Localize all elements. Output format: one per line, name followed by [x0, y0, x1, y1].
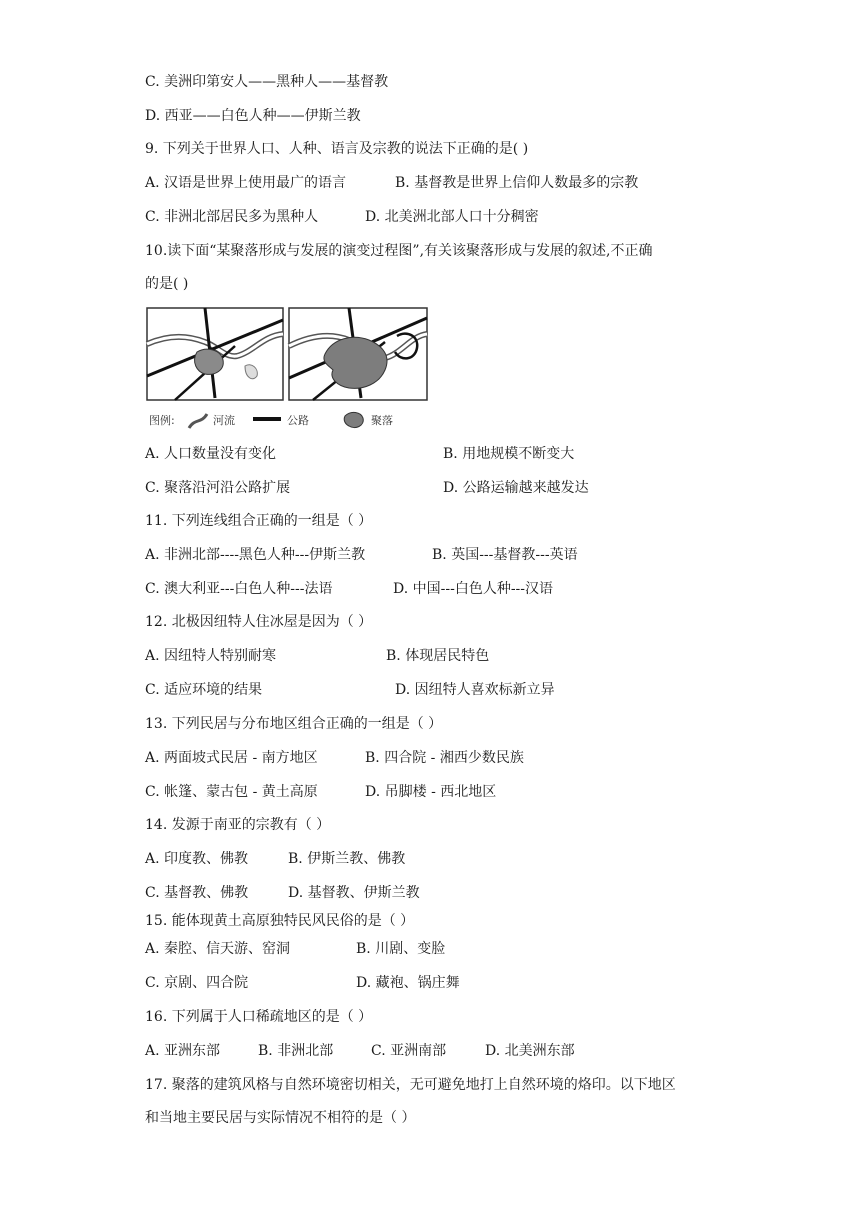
q17-stem-line2: 和当地主要民居与实际情况不相符的是（ ）: [145, 1110, 416, 1126]
q16-option-c: C. 亚洲南部: [371, 1043, 447, 1059]
q16-stem: 16. 下列属于人口稀疏地区的是（ ）: [145, 1009, 373, 1025]
q11-option-c: C. 澳大利亚---白色人种---法语: [145, 581, 333, 597]
q12-option-a: A. 因纽特人特别耐寒: [145, 648, 277, 664]
settlement-legend-icon: [344, 412, 363, 427]
q10-option-d: D. 公路运输越来越发达: [443, 480, 589, 496]
settlement-evolution-map: [145, 306, 430, 432]
legend-settlement: 聚落: [371, 414, 393, 427]
map-panel-early: [147, 308, 283, 400]
q14-option-d: D. 基督教、伊斯兰教: [288, 885, 420, 901]
q9-option-a: A. 汉语是世界上使用最广的语言: [145, 175, 347, 191]
q16-option-b: B. 非洲北部: [258, 1043, 334, 1059]
q15-option-d: D. 藏袍、锅庄舞: [356, 975, 460, 991]
q16-option-d: D. 北美洲东部: [485, 1043, 575, 1059]
q15-stem: 15. 能体现黄土高原独特民风民俗的是（ ）: [145, 913, 415, 929]
q11-option-a: A. 非洲北部----黑色人种---伊斯兰教: [145, 547, 366, 563]
q10-stem-line1: 10.读下面“某聚落形成与发展的演变过程图”,有关该聚落形成与发展的叙述,不正确: [145, 243, 653, 259]
q9-option-b: B. 基督教是世界上信仰人数最多的宗教: [395, 175, 639, 191]
q15-option-b: B. 川剧、变脸: [356, 941, 446, 957]
q10-stem-line2: 的是( ): [145, 276, 189, 292]
q10-option-a: A. 人口数量没有变化: [145, 446, 277, 462]
q11-option-b: B. 英国---基督教---英语: [432, 547, 578, 563]
q14-stem: 14. 发源于南亚的宗教有（ ）: [145, 817, 331, 833]
q9-stem: 9. 下列关于世界人口、人种、语言及宗教的说法下正确的是( ): [145, 141, 529, 157]
q14-option-c: C. 基督教、佛教: [145, 885, 249, 901]
q10-option-c: C. 聚落沿河沿公路扩展: [145, 480, 291, 496]
q13-option-a: A. 两面坡式民居 - 南方地区: [145, 750, 318, 766]
q11-stem: 11. 下列连线组合正确的一组是（ ）: [145, 513, 373, 529]
q16-option-a: A. 亚洲东部: [145, 1043, 221, 1059]
legend-title: 图例:: [149, 414, 175, 427]
legend-road: 公路: [287, 414, 309, 427]
q12-option-b: B. 体现居民特色: [386, 648, 490, 664]
q8-option-d: D. 西亚——白色人种——伊斯兰教: [145, 108, 361, 124]
map-panel-later: [289, 308, 427, 400]
q13-option-c: C. 帐篷、蒙古包 - 黄土高原: [145, 784, 318, 800]
q11-option-d: D. 中国---白色人种---汉语: [393, 581, 554, 597]
q12-stem: 12. 北极因纽特人住冰屋是因为（ ）: [145, 614, 373, 630]
q13-option-b: B. 四合院 - 湘西少数民族: [365, 750, 524, 766]
q17-stem-line1: 17. 聚落的建筑风格与自然环境密切相关，无可避免地打上自然环境的烙印。以下地区: [145, 1077, 676, 1093]
river-legend-icon: [189, 414, 207, 428]
q13-stem: 13. 下列民居与分布地区组合正确的一组是（ ）: [145, 716, 443, 732]
q8-option-c: C. 美洲印第安人——黑种人——基督教: [145, 74, 389, 90]
q13-option-d: D. 吊脚楼 - 西北地区: [365, 784, 497, 800]
q9-option-c: C. 非洲北部居民多为黑种人: [145, 209, 319, 225]
road-legend-icon: [253, 417, 281, 421]
q10-option-b: B. 用地规模不断变大: [443, 446, 575, 462]
q12-option-c: C. 适应环境的结果: [145, 682, 263, 698]
q15-option-a: A. 秦腔、信天游、窑洞: [145, 941, 291, 957]
q14-option-a: A. 印度教、佛教: [145, 851, 249, 867]
map-legend: [149, 412, 393, 428]
q9-option-d: D. 北美洲北部人口十分稠密: [365, 209, 539, 225]
q12-option-d: D. 因纽特人喜欢标新立异: [395, 682, 555, 698]
q14-option-b: B. 伊斯兰教、佛教: [288, 851, 406, 867]
q15-option-c: C. 京剧、四合院: [145, 975, 249, 991]
legend-river: 河流: [213, 414, 235, 427]
